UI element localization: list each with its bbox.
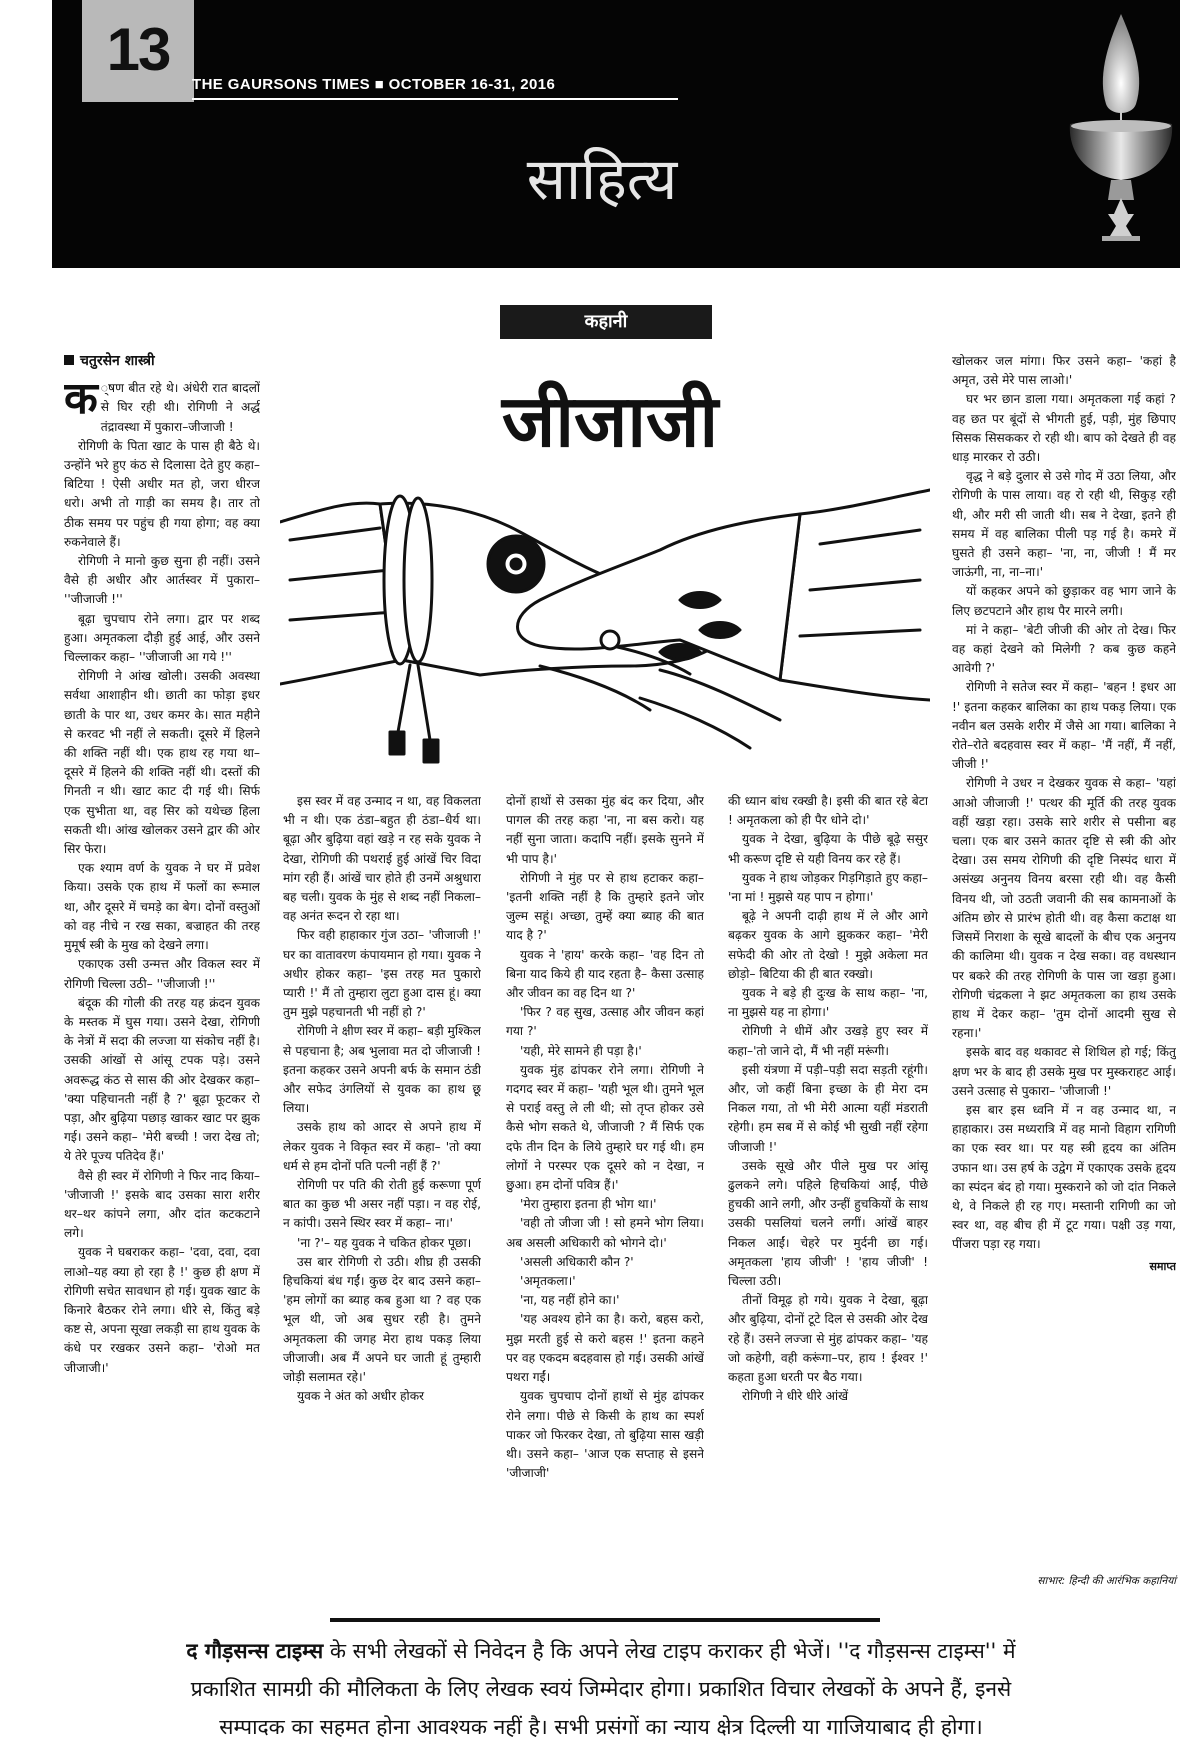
- story-paragraph: 'वही तो जीजा जी ! सो हमने भोग लिया। अब असली अधिकारी को भोगने दो।': [506, 1216, 704, 1250]
- story-paragraph: युवक ने देखा, बुढ़िया के पीछे बूढ़े ससुर भी करूण दृष्टि से यही विनय कर रहे हैं।: [728, 832, 928, 866]
- issue-date: OCTOBER 16-31, 2016: [388, 76, 556, 93]
- story-title: जीजाजी: [501, 379, 719, 463]
- story-paragraph: मां ने कहा– 'बेटी जीजी की ओर तो देख। फिर वह कहां देखने को मिलेगी ? कब कुछ कहने आवेगी ?': [952, 622, 1176, 676]
- story-paragraph: उसके हाथ को आदर से अपने हाथ में लेकर युवक ने विकृत स्वर में कहा– 'तो क्या धर्म से हम दोनों पति पत्नी नहीं हैं ?': [283, 1120, 481, 1173]
- story-end-mark: समाप्त: [1149, 1259, 1176, 1273]
- story-column-5: [952, 352, 1176, 1572]
- notice-line-3: सम्पादक का सहमत होना आवश्यक नहीं है। सभी प्रसंगों का न्याय क्षेत्र दिल्ली या गाजियाबाद ही होगा।: [219, 1715, 983, 1739]
- story-paragraph: बूढ़े ने अपनी दाढ़ी हाथ में ले और आगे बढ़कर युवक के आगे झुककर कहा– 'मेरी सफेदी की ओर तो देखो ! मुझे अकेला मत छोड़ो– बिटिया की ही बात रक्खो।: [728, 909, 928, 981]
- story-paragraph: युवक ने अंत को अधीर होकर: [297, 1389, 425, 1404]
- story-column-1: [64, 352, 260, 1592]
- notice-line-2: प्रकाशित सामग्री की मौलिकता के लिए लेखक स्वयं जिम्मेदार होगा। प्रकाशित विचार लेखकों के अपने हैं, इनसे: [190, 1677, 1012, 1701]
- story-paragraph: रोगिणी के पिता खाट के पास ही बैठे थे। उन्होंने भरे हुए कंठ से दिलासा देते हुए कहा–बिटिया ! ऐसी अधीर मत हो, जरा धीरज धरो। अभी तो गाड़ी का समय है। तार तो ठीक समय पर पहुंच ही गया होगा; वह क्या रुकनेवाले हैं।: [64, 438, 260, 549]
- category-label: कहानी: [500, 305, 712, 339]
- story-paragraph: युवक मुंह ढांपकर रोने लगा। रोगिणी ने गदगद स्वर में कहा– 'यही भूल थी। तुमने भूल से पराई वस्तु ले ली थी; सो तृप्त होकर उसे कैसे भोग सकते थे, जीजाजी ? मैं सिर्फ एक दफे तीन दिन के लिये तुम्हारे घर गई थी। हम लोगों ने परस्पर एक दूसरे को न देखा, न छुआ। हम दोनों पवित्र हैं।': [506, 1062, 704, 1193]
- story-paragraph: इस स्वर में वह उन्माद न था, वह विकलता भी न थी। एक ठंडा–बहुत ही ठंडा–धैर्य था। बूढ़ा और बुढ़िया वहां खड़े न रह सके युवक ने देखा, रोगिणी की पथराई हुई आंखें चिर विदा मांग रही हैं। आंखें चार होते ही उनमें अश्रुधारा बह चली। युवक के मुंह से शब्द नहीं निकला– वह अनंत रूदन रो रहा था।: [283, 794, 481, 924]
- byline-bullet-icon: [64, 355, 74, 365]
- story-paragraph: यों कहकर अपने को छुड़ाकर वह भाग जाने के लिए छटपटाने और हाथ पैर मारने लगी।: [952, 584, 1176, 618]
- story-paragraph: रोगिणी ने मानो कुछ सुना ही नहीं। उसने वैसे ही अधीर और आर्तस्वर में पुकारा– ''जीजाजी !'': [64, 554, 260, 607]
- story-paragraph: एक श्याम वर्ण के युवक ने घर में प्रवेश किया। उसके एक हाथ में फलों का रूमाल था, और दूसरे में चमड़े का बेग। दोनों वस्तुओं को वह नीचे न रख सका, बज्राहत की तरह मुमूर्ष स्त्री के मुख को देखने लगा।: [64, 861, 260, 953]
- publication-name: THE GAURSONS TIMES: [192, 76, 371, 93]
- story-paragraph: 'यही, मेरे सामने ही पड़ा है।': [520, 1043, 642, 1058]
- notice-line-1-text: के सभी लेखकों से निवेदन है कि अपने लेख टाइप कराकर ही भेजें। ''द गौड़सन्स टाइम्स'' में: [323, 1639, 1016, 1663]
- story-paragraph: 'फिर ? वह सुख, उत्साह और जीवन कहां गया ?': [506, 1005, 704, 1039]
- story-paragraph: रोगिणी ने सतेज स्वर में कहा– 'बहन ! इधर आ !' इतना कहकर बालिका का हाथ पकड़ लिया। एक नवीन बल उसके शरीर में जैसे आ गया। बालिका ने रोते–रोते बदहवास स्वर में कहा– 'मैं नहीं, मैं नहीं, जीजी !': [952, 680, 1176, 772]
- story-paragraph: फिर वही हाहाकार गुंज उठा– 'जीजाजी !' घर का वातावरण कंपायमान हो गया। युवक ने अधीर होकर कहा– 'इस तरह मत पुकारो प्यारी !' मैं तो तुम्हारा लुटा हुआ दास हूं। क्या तुम मुझे पहचानती भी नहीं हो ?': [283, 928, 481, 1020]
- story-paragraph: रोगिणी ने मुंह पर से हाथ हटाकर कहा– 'इतनी शक्ति नहीं है कि तुम्हारे इतने जोर जुल्म सहूं। अच्छा, तुम्हें क्या ब्याह की बात याद है ?': [506, 870, 704, 943]
- story-paragraph: उस बार रोगिणी रो उठी। शीघ्र ही उसकी हिचकियां बंध गईं। कुछ देर बाद उसने कहा– 'हम लोगों का ब्याह कब हुआ था ? वह एक भूल थी, जो अब सुधर रही है। तुमने अमृतकला की जगह मेरा हाथ पकड़ लिया जीजाजी। अब मैं अपने घर जाती हूं तुम्हारी जोड़ी सलामत रहे।': [283, 1254, 481, 1385]
- story-paragraph: रोगिणी ने आंख खोली। उसकी अवस्था सर्वथा आशाहीन थी। छाती का फोड़ा इधर छाती के पार था, उधर कमर के। सात महीने से करवट भी नहीं ले सकती। दूसरे में हिलने की शक्ति नहीं थी। एक हाथ रह गया था–दूसरे में हिलने की शक्ति नहीं थी। दस्तों की गिनती न थी। खाट काट दी गई थी। सिर्फ एक सुभीता था, वह सिर को यथेच्छ हिला सकती थी। आंख खोलकर उसने द्वार की ओर सिर फेरा।: [64, 669, 260, 857]
- story-paragraph: 'असली अधिकारी कौन ?': [520, 1254, 634, 1269]
- author-byline: [64, 352, 260, 371]
- story-paragraph: दोनों हाथों से उसका मुंह बंद कर दिया, और पागल की तरह कहा 'ना, ना बस करो। यह नहीं सुना जाता। कदापि नहीं। इसके सुनने में भी पाप है।': [506, 794, 704, 866]
- story-paragraph: युवक ने हाथ जोड़कर गिड़गिड़ाते हुए कहा– 'ना मां ! मुझसे यह पाप न होगा।': [728, 870, 928, 905]
- story-paragraph: बंदूक की गोली की तरह यह क्रंदन युवक के मस्तक में घुस गया। उसने देखा, रोगिणी के नेत्रों में सदा की लज्जा या संकोच नहीं है। उसकी आंखों से आंसू टपक पड़े। उसने अवरूद्ध कंठ से सास की ओर देखकर कहा– 'क्या पहिचानती नहीं है ?' बूढ़ा फूटकर रो पड़ा, और बुढ़िया पछाड़ खाकर खाट पर झुक गई। उसने कहा– 'मेरी बच्ची ! जरा देख तो; ये तेरे पूज्य पतिदेव हैं।': [64, 995, 260, 1164]
- handshake-illustration: [280, 470, 930, 780]
- story-paragraph: 'ना, यह नहीं होने का।': [520, 1293, 620, 1308]
- story-paragraph: युवक ने घबराकर कहा– 'दवा, दवा, दवा लाओ–यह क्या हो रहा है !' कुछ ही क्षण में रोगिणी सचेत सावधान हो गई। युवक खाट के किनारे बैठकर रोने लगा। धीरे से, किंतु बड़े कष्ट से, अपना सूखा लकड़ी सा हाथ युवक के कंधे पर रखकर उसने कहा– 'रोओ मत जीजाजी।': [64, 1245, 260, 1375]
- story-paragraph: घर भर छान डाला गया। अमृतकला गई कहां ? वह छत पर बूंदों से भीगती हुई, पड़ी, मुंह छिपाए सिसक सिसककर रो रही थी। बाप को देखते ही वह धाड़ मारकर रो उठी।: [952, 392, 1176, 465]
- story-paragraph: युवक चुपचाप दोनों हाथों से मुंह ढांपकर रोने लगा। पीछे से किसी के हाथ का स्पर्श पाकर जो फिरकर देखा, तो बुढ़िया सास खड़ी थी। उसने कहा– 'आज एक सप्ताह से इसने 'जीजाजी': [506, 1389, 704, 1481]
- story-paragraph: तीनों विमूढ़ हो गये। युवक ने देखा, बूढ़ा और बुढ़िया, दोनों टूटे दिल से उसकी ओर देख रहे हैं। उसने लज्जा से मुंह ढांपकर कहा– 'यह जो कहेगी, वही करूंगा–पर, हाय ! ईश्वर !' कहता हुआ धरती पर बैठ गया।: [728, 1293, 928, 1385]
- story-paragraph: वृद्ध ने बड़े दुलार से उसे गोद में उठा लिया, और रोगिणी के पास लाया। वह रो रही थी, सिकुड़ रही थी, और मरी सी जाती थी। सब ने देखा, इतने ही समय में वह बालिका पीली पड़ गई है। कमरे में घुसते ही उसने कहा– 'ना, ना, जीजी ! मैं मर जाऊंगी, ना, ना–ना।': [952, 469, 1176, 580]
- story-paragraph: खोलकर जल मांगा। फिर उसने कहा– 'कहां है अमृत, उसे मेरे पास लाओ।': [952, 354, 1176, 388]
- paragraph-text: ्षण बीत रहे थे। अंधेरी रात बादलों से घिर रही थी। रोगिणी ने अर्द्ध तंद्रावस्था में पुकारा–जीजाजी !: [100, 381, 260, 434]
- masthead-separator: ■: [374, 76, 385, 93]
- story-paragraph: बूढ़ा चुपचाप रोने लगा। द्वार पर शब्द हुआ। अमृतकला दौड़ी हुई आई, और उसने चिल्लाकर कहा– ''जीजाजी आ गये !'': [64, 611, 260, 665]
- story-paragraph: [64, 373, 260, 437]
- story-paragraph: 'अमृतकला।': [520, 1274, 576, 1289]
- story-paragraph: 'मेरा तुम्हारा इतना ही भोग था।': [520, 1197, 657, 1212]
- story-paragraph: रोगिणी पर पति की रोती हुई करूणा पूर्ण बात का कुछ भी असर नहीं पड़ा। न वह रोई, न कांपी। उसने स्थिर स्वर में कहा– ना।': [283, 1178, 481, 1231]
- story-paragraph: युवक ने बड़े ही दुःख के साथ कहा– 'ना, ना मुझसे यह ना होगा।': [728, 986, 928, 1020]
- page-number: 13: [106, 16, 170, 83]
- story-paragraph: रोगिणी ने क्षीण स्वर में कहा– बड़ी मुश्किल से पहचाना है; अब भुलावा मत दो जीजाजी ! इतना कहकर उसने अपनी बर्फ के समान ठंडी और सफेद उंगलियों से युवक का हाथ छू लिया।: [283, 1024, 481, 1116]
- story-credit: साभार: हिन्दी की आरंभिक कहानियां: [1037, 1575, 1176, 1587]
- story-paragraph: इस बार इस ध्वनि में न वह उन्माद था, न हाहाकार। उस मध्यरात्रि में वह मानो विहाग रागिणी का एक स्वर था। पर यह स्त्री हृदय का अंतिम उफान था। उस हर्ष के उद्वेग में एकाएक उसके हृदय का स्पंदन बंद हो गया। मुस्कराने को जो दांत निकले थे, वे निकले ही रह गए। मस्तानी रागिणी का जो स्वर था, वह बीच ही में टूट गया। पक्षी उड़ गया, पींजरा पड़ा रह गया।: [952, 1102, 1176, 1252]
- drop-cap: क: [64, 373, 98, 425]
- footer-rule: [330, 1618, 880, 1622]
- section-title: साहित्य: [526, 145, 678, 213]
- notice-brand: द गौड़सन्स टाइम्स: [186, 1639, 324, 1663]
- masthead: [192, 76, 555, 93]
- story-paragraph: इसी यंत्रणा में पड़ी–पड़ी सदा सड़ती रहूंगी। और, जो कहीं बिना इच्छा के ही मेरा दम निकल गया, तो भी मेरी आत्मा यहीं मंडराती रहेगी। हम सब में से कोई भी सुखी नहीं रहेगा जीजाजी !': [728, 1062, 928, 1154]
- story-paragraph: रोगिणी ने उधर न देखकर युवक से कहा– 'यहां आओ जीजाजी !' पत्थर की मूर्ति की तरह युवक वहीं खड़ा रहा। उसके सारे शरीर से पसीना बह चला। एक बार उसने कातर दृष्टि से स्त्री की ओर देखा। उस समय रोगिणी की दृष्टि निस्पंद धारा में असंख्य अनुनय विनय बरसा रही थी। वह कैसी विनय थी, जो उठती जवानी की सब कामनाओं के अंतिम छोर से प्रारंभ होती थी। वह कैसा कटाक्ष था जिसमें निराशा के सूखे बादलों के बीच एक अनुनय की कालिमा थी। युवक न देख सका। वह वधस्थान पर बकरे की तरह रोगिणी के पास जा खड़ा हुआ। रोगिणी चंद्रकला ने झट अमृतकला का हाथ उसके हाथ में देकर कहा– 'तुम दोनों आदमी सुख से रहना।': [952, 776, 1176, 1041]
- story-paragraph: 'यह अवश्य होने का है। करो, बहस करो, मुझ मरती हुई से करो बहस !' इतना कहने पर वह एकदम बदहवास हो गई। उसकी आंखें पथरा गईं।: [506, 1312, 704, 1385]
- masthead-rule: [192, 98, 678, 100]
- editorial-notice: [66, 1632, 1136, 1746]
- story-paragraph: इसके बाद वह थकावट से शिथिल हो गई; किंतु क्षण भर के बाद ही उसके मुख पर मुस्कराहट आई। उसने उत्साह से पुकारा– 'जीजाजी !': [952, 1045, 1176, 1098]
- story-column-2: [283, 792, 481, 1592]
- story-paragraph: युवक ने 'हाय' करके कहा– 'वह दिन तो बिना याद किये ही याद रहता है– कैसा उत्साह और जीवन का वह दिन था ?': [506, 947, 704, 1001]
- story-paragraph: रोगिणी ने धीरे धीरे आंखें: [742, 1389, 849, 1404]
- notice-line-1: [66, 1632, 1136, 1670]
- page-header: [52, 0, 1180, 268]
- story-paragraph: 'ना ?'– यह युवक ने चकित होकर पूछा।: [297, 1235, 472, 1250]
- story-paragraph: की ध्यान बांध रक्खी है। इसी की बात रहे बेटा ! अमृतकला को ही पैर धोने दो।': [728, 794, 928, 828]
- story-paragraph: वैसे ही स्वर में रोगिणी ने फिर नाद किया– 'जीजाजी !' इसके बाद उसका सारा शरीर थर–थर कांपने लगा, और दांत कटकटाने लगे।: [64, 1168, 260, 1241]
- story-column-3: [506, 792, 704, 1592]
- author-name: चतुरसेन शास्त्री: [80, 353, 155, 369]
- story-paragraph: उसके सूखे और पीले मुख पर आंसू ढुलकने लगे। पहिले हिचकियां आईं, पीछे हुचकी आने लगी, और उन्हीं हुचकियों के साथ उसकी पसलियां चलने लगीं। आंखें बाहर निकल आईं। चेहरे पर मुर्दनी छा गई। अमृतकला 'हाय जीजी' ! 'हाय जीजी' ! चिल्ला उठी।: [728, 1158, 928, 1289]
- story-column-4: [728, 792, 928, 1592]
- story-paragraph: रोगिणी ने धीमें और उखड़े हुए स्वर में कहा–'तो जाने दो, मैं भी नहीं मरूंगी।: [728, 1024, 928, 1058]
- story-paragraph: एकाएक उसी उन्मत्त और विकल स्वर में रोगिणी चिल्ला उठी– ''जीजाजी !'': [64, 957, 260, 991]
- diya-lamp-icon: [1062, 0, 1180, 260]
